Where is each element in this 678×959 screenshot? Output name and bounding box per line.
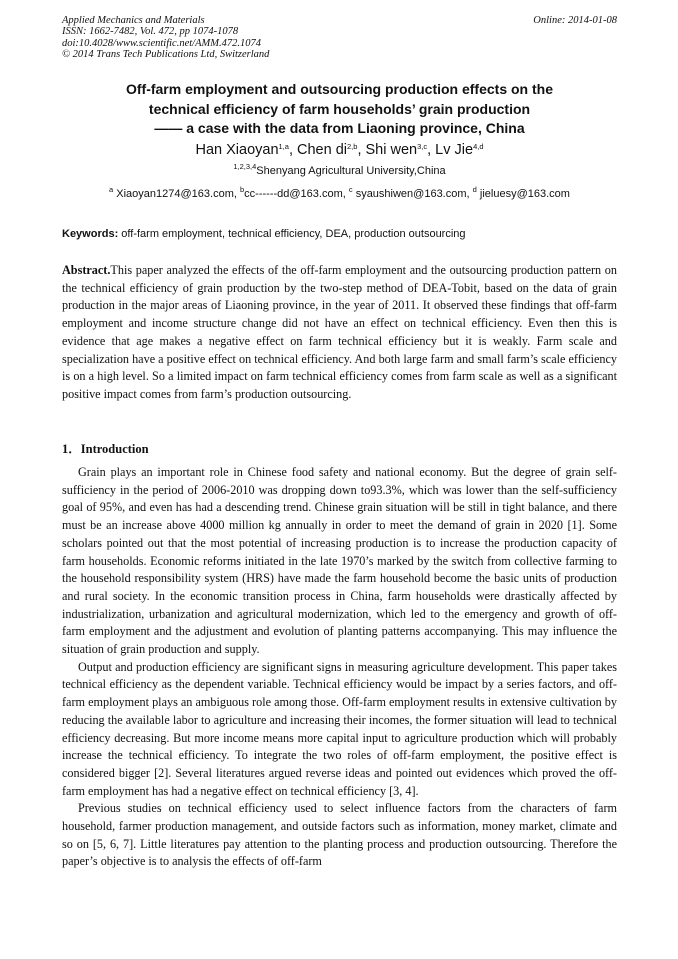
keywords-label: Keywords: xyxy=(62,228,119,240)
issn-line: ISSN: 1662-7482, Vol. 472, pp 1074-1078 xyxy=(62,26,239,38)
keywords-text: off-farm employment, technical efficiency, DEA, production outsourcing xyxy=(118,228,466,240)
title-line: —— a case with the data from Liaoning province, China xyxy=(154,120,525,136)
journal-name: Applied Mechanics and Materials xyxy=(62,15,205,26)
email-address[interactable]: cc------dd@163.com xyxy=(244,188,343,200)
email-address[interactable]: jieluesy@163.com xyxy=(479,188,570,200)
email-list xyxy=(62,187,617,201)
email-mark: a xyxy=(109,185,114,194)
author-affiliation-mark: 3,c xyxy=(417,142,428,151)
introduction-body xyxy=(62,464,617,871)
author-name: Shi wen xyxy=(365,142,418,158)
author-affiliation-mark: 2,b xyxy=(347,142,358,151)
affiliation xyxy=(62,164,617,178)
email-separator: , xyxy=(233,188,240,200)
email-mark: c xyxy=(348,185,353,194)
author-affiliation-mark: 1,a xyxy=(278,142,289,151)
email-separator: , xyxy=(466,188,473,200)
abstract-label: Abstract. xyxy=(62,263,111,277)
copyright-line: © 2014 Trans Tech Publications Ltd, Switzerland xyxy=(62,49,270,61)
publication-header xyxy=(62,15,617,61)
paper-title xyxy=(62,80,617,139)
author-name: Lv Jie xyxy=(435,142,474,158)
affiliation-mark: 1,2,3,4 xyxy=(233,162,257,171)
author-affiliation-mark: 4,d xyxy=(473,142,484,151)
email-mark: b xyxy=(240,185,245,194)
author-name: Han Xiaoyan xyxy=(195,142,279,158)
affiliation-text: Shenyang Agricultural University,China xyxy=(256,165,446,177)
email-separator: , xyxy=(342,188,349,200)
paragraph: Output and production efficiency are significant signs in measuring agriculture development. This paper takes technical efficiency as the dependent variable. Technical efficiency would be impact by a series factors, and off-farm employment plays an ambiguous role among those. Off-farm employment results in extensive cultivation by reducing the available labor to agriculture and increasing their incomes, the former situation will lead to technical efficiency decreasing. But more income means more capital input to agriculture production which will probably increase the technical efficiency. To integrate the two roles of off-farm employment, the positive effect is considered bigger [2]. Several literatures argued reverse ideas and pointed out evidences which proved the off-farm employment has had a negative effect on technical efficiency [3, 4]. xyxy=(62,659,617,798)
title-line: Off-farm employment and outsourcing production effects on the xyxy=(125,81,553,97)
email-mark: d xyxy=(472,185,477,194)
keywords xyxy=(62,227,617,241)
author-name: Chen di xyxy=(297,142,347,158)
section-heading: 1．Introduction xyxy=(62,442,149,456)
email-address[interactable]: syaushiwen@163.com xyxy=(355,188,467,200)
paragraph: Previous studies on technical efficiency used to select influence factors from the characters of farm household, farmer production management, and outside factors such as information, money market, climate and so on [5, 6, 7]. Little literatures pay attention to the planting process and production outsourcing. Therefore the paper’s objective is to analysis the effects of off-farm xyxy=(62,801,617,869)
author-separator: , xyxy=(357,142,366,158)
title-line: technical efficiency of farm households’ grain production xyxy=(148,100,531,117)
abstract xyxy=(62,262,617,404)
email-address[interactable]: Xiaoyan1274@163.com xyxy=(116,188,234,200)
author-separator: , xyxy=(427,142,436,158)
abstract-text: This paper analyzed the effects of the off-farm employment and the outsourcing production pattern on the technical efficiency of grain production by the two-step method of DEA-Tobit, based on the data of grain production in the major areas of Liaoning province, in the year of 2011. It observed these findings that off-farm employment and income structure change did not have an effect on technical efficiency. Even then this is evidence that age makes a negative effect on farm technical efficiency but it is weakly. Farm scale and specialization have a positive effect on technical efficiency. And both large farm and small farm’s scale efficiency is on a high level. So a limited impact on farm technical efficiency comes from farm scale as well as a significant positive impact comes from farm’s production outsourcing. xyxy=(62,263,617,401)
online-date: Online: 2014-01-08 xyxy=(533,15,617,26)
author-separator: , xyxy=(288,142,298,158)
doi-line: doi:10.4028/www.scientific.net/AMM.472.1074 xyxy=(62,37,261,49)
paragraph: Grain plays an important role in Chinese food safety and national economy. But the degree of grain self-sufficiency in the period of 2006-2010 was dropping down to93.3%, which was lower than the self-sufficiency goal of 95%, and even has had a descending trend. Chinese grain situation will be still in tight balance, and there must be an increase above 4000 million kg annually in order to meet the demand of grain in 2020 [1]. Some scholars pointed out that the most potential of increasing production is to increase the production capacity of farm households. Economic reforms initiated in the late 1970’s marked by the switch from collective farming to the household responsibility system (HRS) have made the farm household become the basic units of production and rural society. In the economic transition process in China, farm households were drastically affected by industrialization, urbanization and agricultural modernization, which led to the emergency and growth of off-farm employment and the adjustment and evolution of planting patterns accompanying. This may influence the situation of grain production and supply. xyxy=(62,465,617,657)
author-list xyxy=(62,140,617,160)
